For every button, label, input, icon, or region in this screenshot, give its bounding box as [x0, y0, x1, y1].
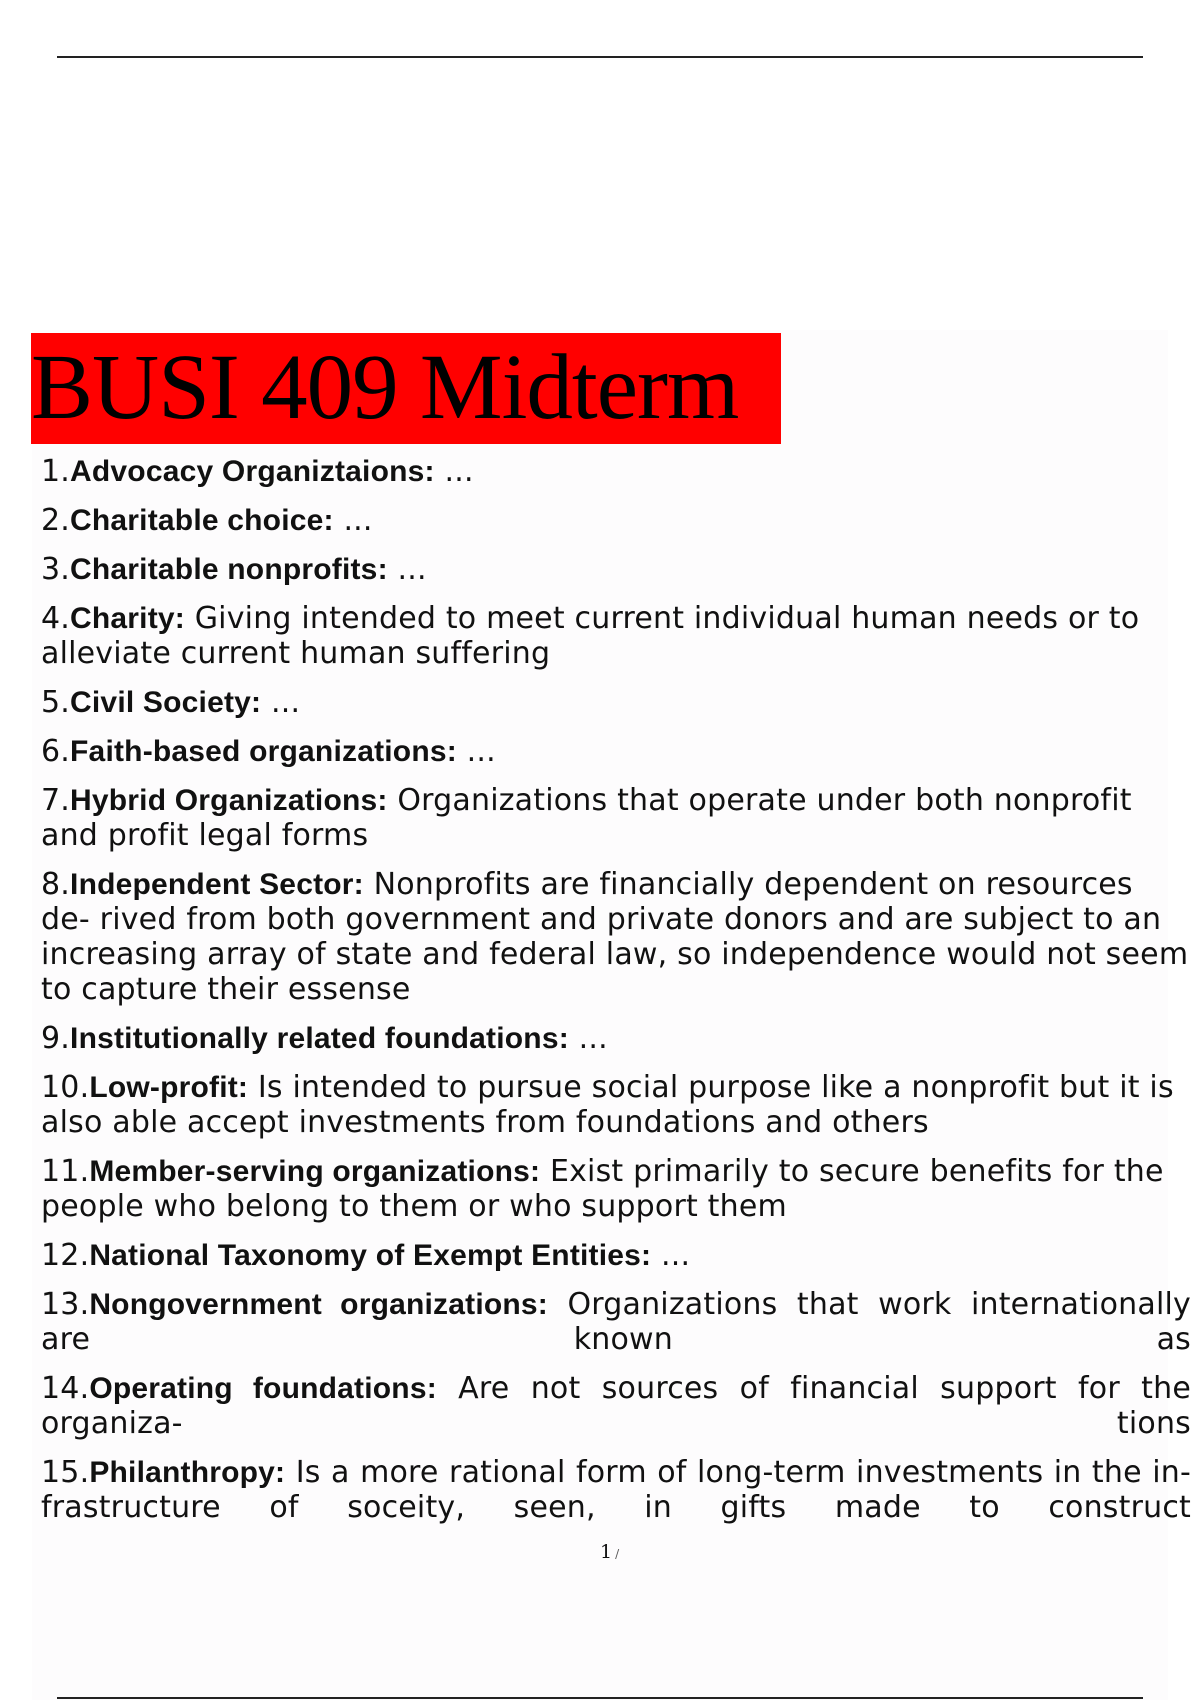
item-number: 13. — [41, 1287, 90, 1322]
list-item — [41, 734, 1191, 769]
item-definition: Is intended to pursue social purpose like a nonprofit but it is also able accept investments from foundations and others — [41, 1070, 1174, 1140]
item-number: 7. — [41, 783, 71, 818]
item-term: Independent Sector: — [70, 868, 364, 901]
item-definition: Organizations that operate under both nonprofit and profit legal forms — [41, 783, 1132, 853]
item-term: Faith-based organizations: — [70, 735, 457, 768]
item-term: Operating foundations: — [89, 1372, 437, 1405]
item-term: National Taxonomy of Exempt Entities: — [89, 1239, 652, 1272]
item-definition: Giving intended to meet current individual human needs or to alleviate current human suffering — [41, 601, 1140, 671]
item-number: 12. — [41, 1238, 90, 1273]
list-item — [41, 783, 1191, 853]
page-number-value: 1 — [600, 1541, 613, 1563]
item-number: 1. — [41, 454, 71, 489]
item-number: 15. — [41, 1455, 90, 1490]
title-highlight — [31, 333, 781, 444]
item-term: Charitable nonprofits: — [70, 553, 388, 586]
list-item — [41, 1287, 1191, 1357]
list-item — [41, 1021, 1191, 1056]
list-item — [41, 685, 1191, 720]
item-term: Hybrid Organizations: — [70, 784, 388, 817]
item-number: 8. — [41, 867, 71, 902]
item-term: Civil Society: — [70, 686, 262, 719]
list-item — [41, 503, 1191, 538]
item-number: 14. — [41, 1371, 90, 1406]
item-definition: Is a more rational form of long-term investments in the in- frastructure of soceity, seen, in gifts made to construct — [41, 1455, 1191, 1525]
item-term: Charity: — [70, 602, 185, 635]
list-item — [41, 1238, 1191, 1273]
item-definition: ... — [456, 734, 496, 769]
item-definition: Are not sources of financial support for the organiza- tions — [41, 1371, 1192, 1441]
item-definition: ... — [261, 685, 301, 720]
page-number — [600, 1541, 619, 1563]
item-definition: ... — [387, 552, 427, 587]
item-number: 6. — [41, 734, 71, 769]
list-item — [41, 552, 1191, 587]
item-number: 5. — [41, 685, 71, 720]
list-item — [41, 1154, 1191, 1224]
glossary-list — [41, 454, 1191, 1539]
item-term: Charitable choice: — [70, 504, 334, 537]
item-definition: ... — [333, 503, 373, 538]
item-number: 4. — [41, 601, 71, 636]
item-term: Member-serving organizations: — [89, 1155, 541, 1188]
list-item — [41, 867, 1191, 1007]
item-number: 10. — [41, 1070, 90, 1105]
item-term: Nongovernment organizations: — [89, 1288, 548, 1321]
list-item — [41, 1070, 1191, 1140]
item-term: Institutionally related foundations: — [70, 1022, 569, 1055]
item-definition: Organizations that work internationally are known as — [41, 1287, 1191, 1357]
item-definition: Nonprofits are financially dependent on resources de- rived from both government and private donors and are subject to an increasing array of state and federal law, so independence would not seem to capture their essense — [41, 867, 1189, 1007]
item-term: Philanthropy: — [89, 1456, 286, 1489]
list-item — [41, 601, 1191, 671]
document-title: BUSI 409 Midterm — [31, 336, 739, 439]
item-term: Low-profit: — [89, 1071, 249, 1104]
item-number: 2. — [41, 503, 71, 538]
list-item — [41, 1371, 1191, 1441]
bottom-rule — [57, 1697, 1143, 1699]
item-definition: ... — [568, 1021, 608, 1056]
item-definition: ... — [651, 1238, 691, 1273]
top-rule — [57, 56, 1143, 58]
item-definition: ... — [434, 454, 474, 489]
list-item — [41, 1455, 1191, 1525]
list-item — [41, 454, 1191, 489]
item-number: 11. — [41, 1154, 90, 1189]
item-number: 3. — [41, 552, 71, 587]
item-number: 9. — [41, 1021, 71, 1056]
item-definition: Exist primarily to secure benefits for the people who belong to them or who support them — [41, 1154, 1164, 1224]
page-number-suffix: / — [615, 1547, 620, 1561]
item-term: Advocacy Organiztaions: — [70, 455, 435, 488]
